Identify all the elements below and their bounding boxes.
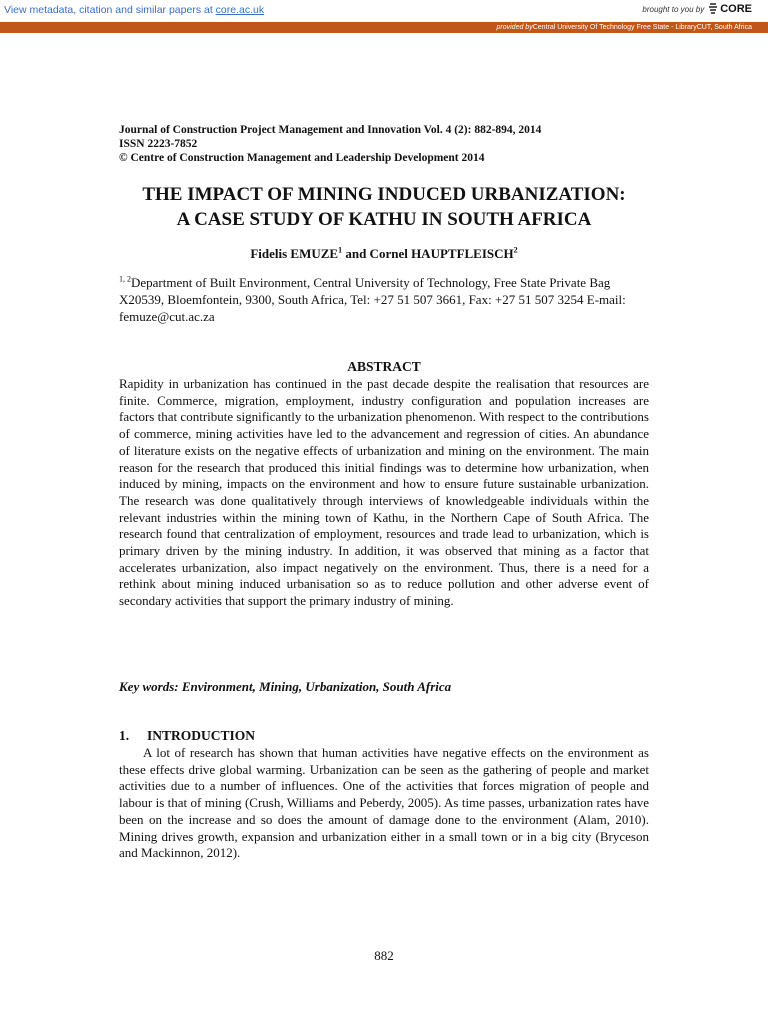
affiliation [119, 274, 649, 325]
section-number: 1. [119, 728, 130, 743]
core-metadata-notice [4, 4, 264, 16]
brought-by-text: brought to you by [642, 4, 705, 14]
provided-by-bar [0, 22, 768, 33]
keywords: Key words: Environment, Mining, Urbanization, South Africa [119, 679, 452, 694]
title-line-2: A CASE STUDY OF KATHU IN SOUTH AFRICA [176, 209, 592, 230]
core-label: CORE [720, 3, 752, 15]
provided-institution: Central University Of Technology Free State - LibraryCUT, South Africa [532, 24, 752, 31]
core-banner [0, 0, 768, 23]
authors [119, 246, 649, 262]
core-icon [708, 3, 718, 15]
core-logo[interactable] [708, 3, 752, 15]
author-2-sup: 2 [513, 245, 518, 255]
section-title: INTRODUCTION [147, 728, 256, 743]
provided-prefix: provided by [496, 24, 533, 31]
affiliation-sup: 1, 2 [119, 274, 131, 284]
core-view-text: View metadata, citation and similar papers at [4, 4, 216, 16]
provided-by-text [497, 22, 768, 33]
author-2: and Cornel HAUPTFLEISCH [342, 246, 514, 261]
journal-citation: Journal of Construction Project Management and Innovation Vol. 4 (2): 882-894, 2014 [119, 124, 542, 136]
journal-copyright: © Centre of Construction Management and Leadership Development 2014 [119, 152, 485, 164]
author-1: Fidelis EMUZE [250, 246, 339, 261]
core-branding[interactable] [642, 3, 752, 15]
title-line-1: THE IMPACT OF MINING INDUCED URBANIZATION: [142, 184, 626, 205]
author-1-sup: 1 [338, 245, 343, 255]
introduction-heading [119, 728, 255, 744]
page-number: 882 [374, 948, 394, 963]
affiliation-text: Department of Built Environment, Central University of Technology, Free State Private Bag X20539, Bloemfontein, 9300, South Africa, Tel: +27 51 507 3661, Fax: +27 51 507 3254 E-mail: femuze@cut.ac.za [119, 275, 626, 324]
introduction-body: A lot of research has shown that human activities have negative effects on the environment as these effects drive global warming. Urbanization can be seen as the gathering of people and market activities due to a number of influences. One of the activities that forces migration of people and labour is that of mining (Crush, Williams and Peberdy, 2005). As time passes, urbanization rates have been on the increase and so does the amount of damage done to the environment (Alam, 2010). Mining drives growth, expansion and urbanization either in a small town or in a big city (Bryceson and Mackinnon, 2012). [119, 745, 649, 861]
abstract-body: Rapidity in urbanization has continued in the past decade despite the realisation that resources are finite. Commerce, migration, employment, industry configuration and population increases are factors that contribute significantly to the urbanization phenomenon. With respect to the contributions of commerce, mining activities have led to the advancement and regression of cities. An abundance of literature exists on the negative effects of urbanization and mining on the environment. The main reason for the research that produced this initial findings was to determine how urbanization, when induced by mining, impacts on the environment and how to ensure future sustainable urbanization. The research was done qualitatively through interviews of knowledgeable individuals within the relevant industries within the mining town of Kathu, in the Northern Cape of South Africa. The research found that centralization of employment, resources and trade lead to urbanization, which is primary driven by the mining industry. In addition, it was observed that mining as a factor that accelerates urbanization, also impact negatively on the environment. Thus, there is a need for a rethink about mining induced urbanisation so as to reduce pollution and other adverse event of secondary activities that support the primary industry of mining. [119, 376, 649, 609]
core-link[interactable]: core.ac.uk [215, 4, 265, 16]
journal-info [119, 123, 541, 165]
journal-issn: ISSN 2223-7852 [119, 138, 198, 150]
paper-title [119, 182, 649, 232]
abstract-heading: ABSTRACT [347, 359, 421, 374]
